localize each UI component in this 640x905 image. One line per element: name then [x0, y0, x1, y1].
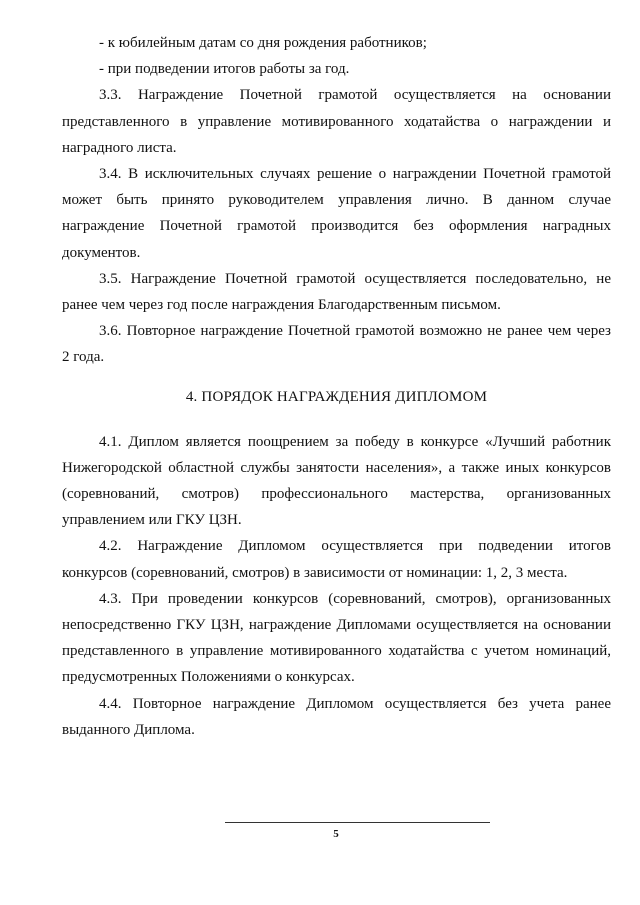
paragraph-line: конкурсов (соревнований, смотров) в зависимости от номинации: 1, 2, 3 места.: [62, 564, 568, 581]
section-heading: 4. ПОРЯДОК НАГРАЖДЕНИЯ ДИПЛОМОМ: [185, 389, 488, 406]
page-number: 5: [333, 828, 339, 840]
footer-divider: [225, 822, 490, 823]
paragraph-line: 4.1. Диплом является поощрением за победу в конкурсе «Лучший работник: [99, 433, 611, 450]
paragraph-line: 4.4. Повторное награждение Дипломом осуществляется без учета ранее: [99, 695, 611, 712]
paragraph-3-6: [62, 318, 611, 370]
paragraph-line: 3.4. В исключительных случаях решение о награждении Почетной грамотой: [99, 165, 611, 182]
paragraph-4-1: [62, 429, 611, 534]
document-body: [62, 30, 611, 743]
paragraph-line: 3.6. Повторное награждение Почетной грамотой возможно не ранее чем через: [99, 323, 611, 340]
paragraph-line: 4.3. При проведении конкурсов (соревнований, смотров), организованных: [99, 590, 611, 607]
paragraph-line: может быть принято руководителем управления лично. В данном случае: [62, 192, 611, 209]
list-item-year-results: - при подведении итогов работы за год.: [99, 61, 350, 78]
paragraph-line: 3.5. Награждение Почетной грамотой осуществляется последовательно, не: [99, 270, 611, 287]
paragraph-line: ранее чем через год после награждения Благодарственным письмом.: [62, 296, 501, 313]
paragraph-4-3: [62, 586, 611, 691]
paragraph-line: 2 года.: [62, 349, 105, 366]
paragraph-3-5: [62, 266, 611, 318]
paragraph-line: 4.2. Награждение Дипломом осуществляется при подведении итогов: [99, 538, 611, 555]
paragraph-4-4: [62, 691, 611, 743]
paragraph-3-3: [62, 82, 611, 161]
paragraph-line: награждение Почетной грамотой производится без оформления наградных: [62, 218, 611, 235]
list-item-anniversary: - к юбилейным датам со дня рождения работников;: [99, 35, 427, 51]
paragraph-line: предусмотренных Положениями о конкурсах.: [62, 669, 355, 686]
paragraph-line: непосредственно ГКУ ЦЗН, награждение Дипломами осуществляется на основании: [62, 616, 611, 633]
paragraph-line: выданного Диплома.: [62, 721, 195, 738]
paragraph-4-2: [62, 533, 611, 585]
paragraph-3-4: [62, 161, 611, 266]
paragraph-line: представленного в управление мотивированного ходатайства с учетом номинаций,: [62, 643, 611, 660]
paragraph-line: наградного листа.: [62, 139, 177, 156]
paragraph-line: управлением или ГКУ ЦЗН.: [62, 512, 242, 529]
paragraph-line: документов.: [62, 244, 141, 261]
paragraph-line: (соревнований, смотров) профессионального мастерства, организованных: [62, 486, 611, 502]
paragraph-line: представленного в управление мотивированного ходатайства о награждении и: [62, 113, 611, 130]
paragraph-line: 3.3. Награждение Почетной грамотой осуществляется на основании: [99, 87, 611, 104]
paragraph-line: Нижегородской областной службы занятости населения», а также иных конкурсов: [62, 459, 611, 476]
